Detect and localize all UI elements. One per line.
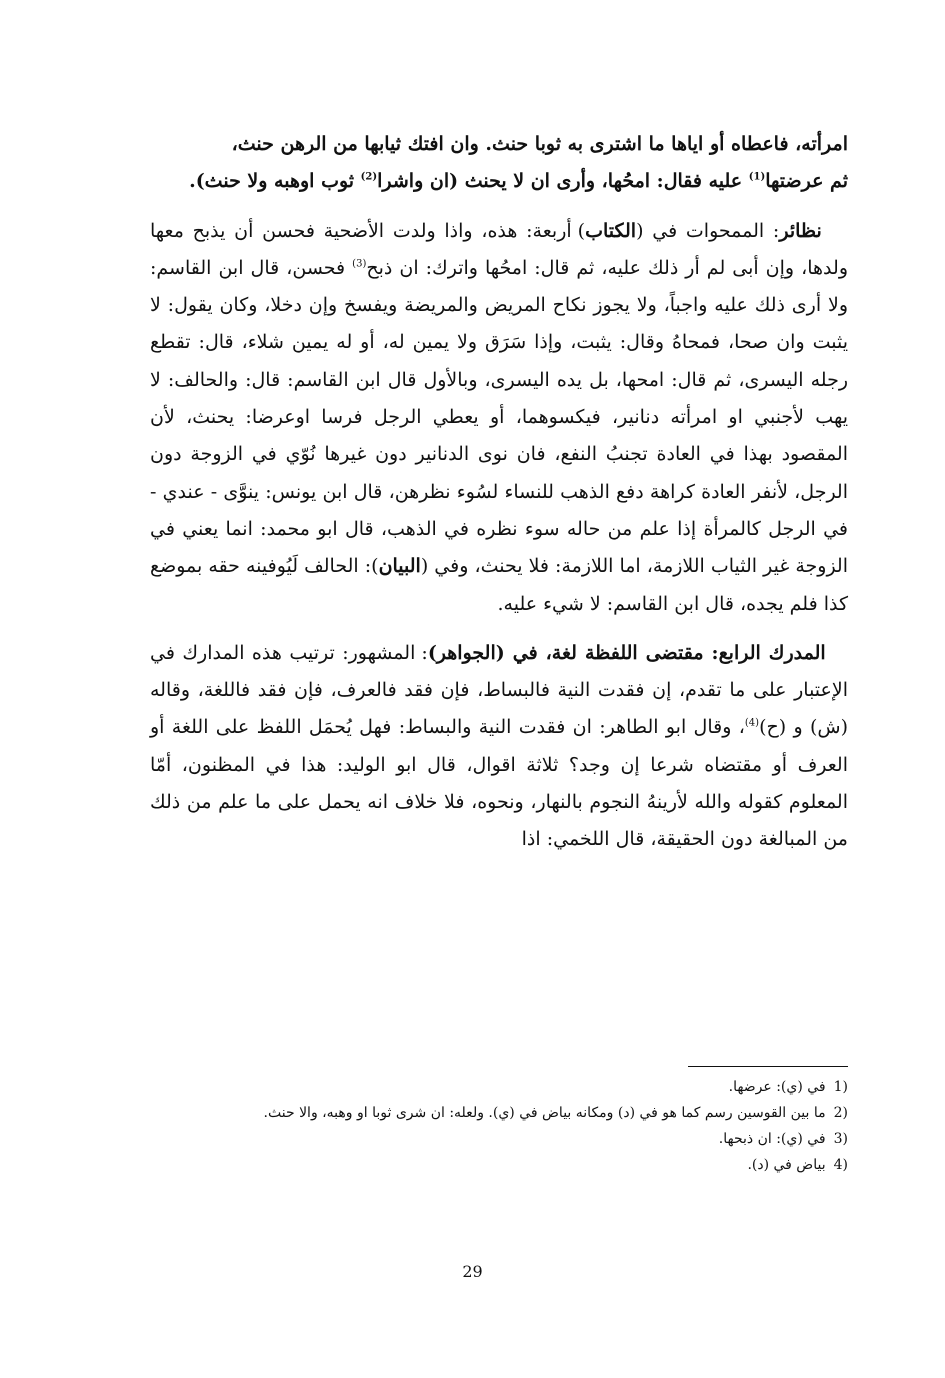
paragraph-2-text-c: فحسن، قال ابن القاسم: ولا أرى ذلك عليه واجباً، ولا يجوز نكاح المريض والمريضة ويفسخ وإن دخلا، وكان يقول: لا يثبت وان صحا، فمحاهُ وقال: يثبت، وإذا سَرَق ولا يمين له، أو له يمين شلاء، قال: تقطع رجله اليسرى، ثم قال: امحها، بل يده اليسرى، وبالأول قال ابن القاسم: قال: والحالف: لا يهب لأجنبي او امرأته دنانير، فيكسوهما، أو يعطي الرجل فرسا اوعرضا: يحنث، لأن المقصود بهذا في العادة تجنبُ النفع، فان نوى الدنانير دون غيرها نُوّي في الزوجة دون الرجل، لأنفر العادة كراهة دفع الذهب للنساء لسُوء نظرهن، قال ابن يونس: ينوَّى - عندي - في الرجل كالمرأة إذا علم من حاله سوء نظره في الذهب، قال ابو محمد: انما يعني في الزوجة غير الثياب اللازمة، اما اللازمة: فلا يحنث، وفي ( bbox=[150, 256, 848, 578]
footnote-ref-4: (4) bbox=[744, 718, 760, 730]
paragraph-1-text-c: ثوب اوهبه ولا حنث). bbox=[189, 170, 361, 193]
paragraph-2-text-a: : الممحوات في ( bbox=[636, 219, 780, 242]
footnote-2 bbox=[150, 1100, 848, 1126]
footnote-ref-1: (1) bbox=[748, 171, 766, 183]
footnote-ref-2: (2) bbox=[360, 171, 378, 183]
paragraph-2 bbox=[150, 213, 848, 623]
footnote-3 bbox=[150, 1126, 848, 1152]
footnote-number: 2) bbox=[833, 1105, 848, 1121]
footnote-number: 4) bbox=[833, 1157, 848, 1173]
paragraph-3-text-b: ، وقال ابو الطاهر: ان فقدت النية والبساط: فهل يُحمَل اللفظ على اللغة أو العرف أو مقتضاه شرعا إن وجد؟ ثلاثة اقوال، قال ابو الوليد: هذا في المظنون، أمّا المعلوم كقوله والله لأرينهُ النجوم بالنهار، ونحوه، فلا خلاف انه يحمل على ما علم من ذلك من المبالغة دون الحقيقة، قال اللخمي: اذا bbox=[150, 716, 848, 851]
paragraph-3-text-a: : المشهور: ترتيب هذه المدارك في الإعتبار على ما تقدم، إن فقدت النية فالبساط، فإن فقد فالعرف، فإن فقد فاللغة، وقاله (ش) و (ح) bbox=[150, 641, 848, 739]
footnote-text: ما بين القوسين رسم كما هو في (د) ومكانه بياض في (ي). ولعله: ان شرى ثوبا او وهبه، والا حنث. bbox=[263, 1105, 826, 1121]
footnote-text: في (ي): عرضها. bbox=[728, 1079, 826, 1095]
footnote-4 bbox=[150, 1152, 848, 1178]
paragraph-1 bbox=[150, 126, 848, 201]
paragraph-1-text-b: عليه فقال: امحُها، وأرى ان لا يحنث (ان واشرا bbox=[377, 170, 749, 193]
footnotes bbox=[150, 1074, 848, 1178]
footnote-1 bbox=[150, 1074, 848, 1100]
paragraph-2-text-b: ) أربعة: هذه، واذا ولدت الأضحية فحسن أن يذبح معها ولدها، وإن أبى لم أر ذلك عليه، ثم قال: امحُها واترك: ان ذبح bbox=[150, 219, 848, 279]
footnote-number: 3) bbox=[833, 1131, 848, 1147]
paragraph-2-lead: نظائر bbox=[779, 219, 822, 242]
book-title-bayan: البيان bbox=[378, 555, 421, 578]
footnote-divider bbox=[688, 1066, 848, 1067]
main-text bbox=[150, 126, 848, 859]
paragraph-1-text-a: ثم عرضتها bbox=[765, 170, 848, 193]
book-title-kitab: الكتاب bbox=[585, 219, 637, 242]
paragraph-2-text-d: ): الحالف لَيُوفينه حقه بموضع كذا فلم يجده، قال ابن القاسم: لا شيء عليه. bbox=[150, 555, 848, 615]
paragraph-3-lead: المدرك الرابع: مقتضى اللفظة لغة، في (الجواهر) bbox=[427, 641, 826, 664]
footnote-text: في (ي): ان ذبحها. bbox=[718, 1131, 826, 1147]
page-number: 29 bbox=[462, 1262, 483, 1281]
footnote-ref-3: (3) bbox=[352, 258, 367, 270]
paragraph-1-line-1: امرأته، فاعطاه أو اياها ما اشترى به ثوبا حنث. وان افتك ثيابها من الرهن حنث، bbox=[231, 133, 848, 155]
footnote-text: بياض في (د). bbox=[747, 1157, 826, 1173]
paragraph-3 bbox=[150, 635, 848, 859]
footnote-number: 1) bbox=[833, 1079, 848, 1095]
page-body bbox=[150, 126, 848, 859]
